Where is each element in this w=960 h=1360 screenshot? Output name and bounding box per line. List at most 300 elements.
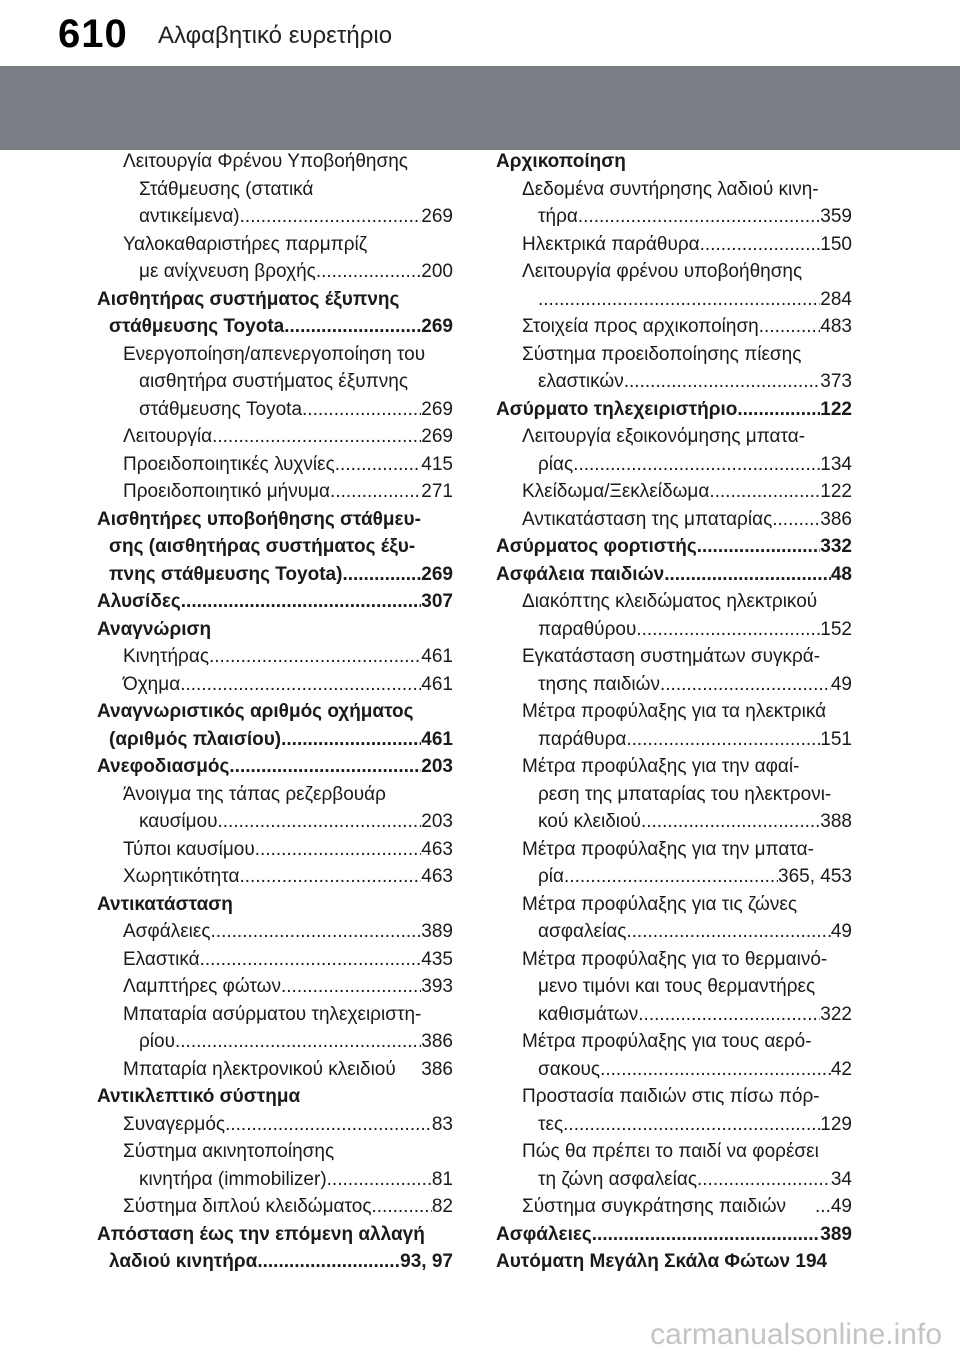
page-ref: 151 [820,728,852,750]
index-entry [496,643,852,698]
dot-leader [180,671,421,699]
index-line [496,698,852,726]
index-line [496,341,852,369]
index-line [97,313,453,341]
index-entry [97,1193,453,1221]
index-line [97,1166,453,1194]
dot-leader [284,313,421,341]
index-entry [496,1193,852,1221]
index-term: Αντικατάσταση [97,893,233,915]
dot-leader [316,258,421,286]
index-line [97,726,453,754]
index-entry [97,148,453,231]
index-line [496,671,852,699]
page-ref: 269 [421,206,453,227]
index-entry [97,753,453,781]
index-entry [97,698,453,753]
index-entry [97,1056,453,1084]
index-entry [496,561,852,589]
index-entry [496,423,852,478]
index-term: στάθμευσης Toyota [139,398,303,420]
index-entry [97,781,453,836]
index-line [97,231,453,259]
index-term: Δεδομένα συντήρησης λαδιού κινη- [522,178,819,200]
index-line [97,396,453,424]
index-entry [496,231,852,259]
index-term: κού κλειδιού [538,811,641,832]
dot-leader [626,918,831,946]
dot-leader [330,478,421,506]
index-entry [496,698,852,753]
dot-leader [573,451,820,479]
index-term: με ανίχνευση βροχής [139,261,316,282]
index-line [496,891,852,919]
index-line [97,176,453,204]
index-line [97,1083,453,1111]
index-entry [496,313,852,341]
index-term: Χωρητικότητα [123,866,240,887]
index-term: ελαστικών [538,371,624,392]
index-term: τη ζώνη ασφαλείας [538,1168,697,1190]
page-ref: 463 [421,838,453,860]
index-entry [496,891,852,946]
page-ref: 389 [820,1223,852,1245]
index-line [496,726,852,754]
index-term: Ασφάλειες [496,1223,592,1245]
index-term: Αλυσίδες [97,591,181,612]
page-ref: 365, 453 [778,866,852,887]
index-entry [97,341,453,424]
index-entry [496,533,852,561]
index-term: Πώς θα πρέπει το παιδί να φορέσει [522,1141,819,1162]
dot-leader [759,313,821,341]
index-term: Αισθητήρας συστήματος έξυπνης [97,288,400,310]
page-ref: 483 [820,316,852,337]
index-entry [496,753,852,836]
index-line [97,1001,453,1029]
index-term: καθισμάτων [538,1003,639,1025]
dot-leader [641,808,820,836]
index-term: (αριθμός πλαισίου) [109,728,282,750]
index-term: ρίας [538,453,574,475]
index-term: Αρχικοποίηση [496,151,626,172]
page-ref: 49 [830,673,852,695]
dot-leader [229,753,421,781]
index-term: Λειτουργία φρένου υποβοήθησης [522,261,803,282]
index-line [496,451,852,479]
index-line [97,671,453,699]
dot-leader [660,671,831,699]
page-ref: 359 [820,206,852,227]
index-term: Σύστημα προειδοποίησης πίεσης [522,343,802,365]
dot-leader [563,1111,820,1139]
dot-leader [212,423,421,451]
index-term: Ασφάλειες [123,921,211,942]
dot-leader [697,533,821,561]
dot-leader [335,451,422,479]
page-ref: 134 [820,453,852,475]
index-entry [97,286,453,341]
index-term: Άνοιγμα της τάπας ρεζερβουάρ [123,783,386,805]
index-line [97,973,453,1001]
index-term: ασφαλείας [538,921,627,942]
index-entry [496,946,852,1029]
index-entry [496,588,852,643]
page-ref: 48 [830,563,852,585]
index-term: Προειδοποιητικές λυχνίες [123,453,335,475]
page-ref: 386 [820,508,852,530]
index-line [496,176,852,204]
page-ref: 129 [820,1113,852,1135]
index-term: Αναγνωριστικός αριθμός οχήματος [97,701,414,722]
index-term: Στοιχεία προς αρχικοποίηση [522,316,759,337]
dot-leader [626,726,820,754]
dot-leader [624,368,821,396]
index-term: Απόσταση έως την επόμενη αλλαγή [97,1223,425,1245]
index-term: Διακόπτης κλειδώματος ηλεκτρικού [522,591,818,612]
index-term: Συναγερμός [123,1113,226,1135]
index-term: Ασύρματο τηλεχειριστήριο [496,398,738,420]
index-term: Σύστημα διπλού κλειδώματος [123,1196,372,1217]
index-line [496,781,852,809]
index-line [496,808,852,836]
index-entry [97,1221,453,1276]
index-line [97,478,453,506]
dot-leader [302,396,421,424]
index-line [97,1193,453,1221]
dot-leader [664,561,831,589]
index-term: σης (αισθητήρας συστήματος έξυ- [109,536,416,557]
index-entry [496,258,852,313]
index-term: Λαμπτήρες φώτων [123,976,281,997]
index-term: Σύστημα ακινητοποίησης [123,1141,335,1162]
index-line [97,918,453,946]
index-term: μενο τιμόνι και τους θερμαντήρες [538,976,816,997]
index-line [496,231,852,259]
index-entry [97,478,453,506]
page-ref: 389 [421,921,453,942]
section-title: Αλφαβητικό ευρετήριο [158,22,393,49]
index-line [496,1166,852,1194]
page-ref: 373 [820,371,852,392]
index-term: Ασύρματος φορτιστής [496,536,697,557]
dot-leader [281,726,421,754]
page-ref: 461 [421,728,453,750]
index-term: Προειδοποιητικό μήνυμα [123,481,331,502]
index-term: Λειτουργία εξοικονόμησης μπατα- [522,426,806,447]
page-ref: 42 [830,1058,852,1080]
page-ref: 393 [421,976,453,997]
dot-leader [342,561,421,589]
page-number: 610 [58,12,128,56]
index-line [97,148,453,176]
index-line [496,946,852,974]
index-line [97,1138,453,1166]
index-line [97,286,453,314]
page-ref: 269 [421,563,453,585]
index-line [97,258,453,286]
index-entry [496,1221,852,1249]
dot-leader [538,286,820,314]
header-band [0,66,960,150]
index-entry [496,1138,852,1193]
index-term: τήρα [538,206,578,227]
page-ref: 93, 97 [400,1251,453,1272]
dot-leader [281,973,421,1001]
index-term: Κλείδωμα/Ξεκλείδωμα [522,481,710,502]
index-term: Μέτρα προφύλαξης για τις ζώνες [522,893,797,915]
index-term: Όχημα [123,673,181,695]
index-entry [496,148,852,176]
index-term: Ανεφοδιασμός [97,756,230,777]
index-line [496,1083,852,1111]
page-ref: 49 [830,921,852,942]
page-header [0,0,960,70]
page-ref: 435 [421,948,453,970]
index-entry [496,836,852,891]
index-term: Στάθμευσης (στατικά [139,178,314,200]
index-entry [496,176,852,231]
index-entry [496,396,852,424]
page-ref: 81 [431,1168,453,1190]
index-line [97,781,453,809]
page-ref: 284 [820,288,852,310]
page-ref: 34 [830,1168,852,1190]
dot-leader [239,863,421,891]
index-entry [97,643,453,671]
page-ref: 386 [421,1058,453,1080]
index-line [97,891,453,919]
dot-leader [209,643,421,671]
index-term: καυσίμου [139,811,218,832]
index-term: λαδιού κινητήρα [109,1251,258,1272]
index-line [97,561,453,589]
dot-leader [257,1248,400,1276]
dot-leader [181,588,422,616]
index-term: Λειτουργία [123,426,213,447]
page-ref: 152 [820,618,852,640]
index-line [496,836,852,864]
dot-leader [255,836,422,864]
index-term: Τύποι καυσίμου [123,838,255,860]
page-ref: 269 [421,316,453,337]
index-line [496,203,852,231]
index-entry [97,1111,453,1139]
page-ref: ...49 [815,1196,852,1217]
index-entry [97,671,453,699]
page-ref: 200 [421,261,453,282]
index-line [97,753,453,781]
index-line [496,396,852,424]
index-line [97,1111,453,1139]
page-ref: 269 [421,426,453,447]
index-term: Λειτουργία Φρένου Υποβοήθησης [123,151,408,172]
page-ref: 150 [820,233,852,255]
index-line [496,561,852,589]
dot-leader [225,1111,432,1139]
page-ref: 203 [421,756,453,777]
dot-leader [578,203,820,231]
index-line [97,836,453,864]
page-ref: 463 [421,866,453,887]
index-line [97,1028,453,1056]
index-term: Αντικατάσταση της μπαταρίας [522,508,773,530]
page-ref: 122 [820,398,852,420]
index-term: Ηλεκτρικά παράθυρα [522,233,700,255]
index-term: Μέτρα προφύλαξης για την αφαί- [522,756,800,777]
page-ref: 388 [820,811,852,832]
dot-leader [240,203,422,231]
index-line [496,148,852,176]
dot-leader [211,918,422,946]
index-entry [97,863,453,891]
index-line [97,808,453,836]
index-line [97,863,453,891]
index-entry [496,478,852,506]
index-term: πνης στάθμευσης Toyota) [109,563,343,585]
dot-leader [592,1221,821,1249]
index-line [496,368,852,396]
dot-leader [175,1028,421,1056]
index-term: Εγκατάσταση συστημάτων συγκρά- [522,646,821,667]
dot-leader [564,863,778,891]
index-term: παράθυρα [538,728,627,750]
index-column-right [496,148,852,1276]
index-line [97,698,453,726]
dot-leader [200,946,422,974]
index-entry [97,1083,453,1111]
page-ref: 307 [421,591,453,612]
index-entry [97,946,453,974]
page-ref: 271 [421,481,453,502]
page-ref: 122 [820,481,852,502]
page-ref: 83 [431,1113,453,1135]
watermark: carmanualsonline.info [650,1318,942,1351]
index-line [97,203,453,231]
dot-leader [636,616,820,644]
index-line [496,973,852,1001]
index-line [97,1248,453,1276]
index-term: ρεση της μπαταρίας του ηλεκτρονι- [538,783,832,805]
index-entry [97,891,453,919]
index-line [496,588,852,616]
index-line [97,643,453,671]
index-term: Κινητήρας [123,646,209,667]
index-term: τες [538,1113,564,1135]
index-term: τησης παιδιών [538,673,660,695]
page-ref: 203 [421,811,453,832]
index-line [496,533,852,561]
index-term: Μέτρα προφύλαξης για τα ηλεκτρικά [522,701,827,722]
index-line [496,478,852,506]
index-column-left [97,148,453,1276]
index-entry [97,588,453,616]
index-line [496,753,852,781]
index-line [97,946,453,974]
index-term: Ενεργοποίηση/απενεργοποίηση του [123,343,426,365]
index-entry [496,1083,852,1138]
index-line [496,1248,852,1276]
index-line [496,918,852,946]
index-line [97,341,453,369]
index-entry [97,836,453,864]
index-entry [97,231,453,286]
index-term: Ελαστικά [123,948,200,970]
index-line [496,616,852,644]
index-line [496,863,852,891]
index-term: κινητήρα (immobilizer) [139,1168,327,1190]
index-line [496,286,852,314]
index-line [496,506,852,534]
index-term: αισθητήρα συστήματος έξυπνης [139,371,408,392]
index-term: Μέτρα προφύλαξης για την μπατα- [522,838,814,860]
index-term: σακους [538,1058,601,1080]
index-term: Προστασία παιδιών στις πίσω πόρ- [522,1086,820,1107]
page-ref: 322 [820,1003,852,1025]
page-ref: 461 [421,673,453,695]
page-ref: 82 [431,1196,453,1217]
index-term: Ασφάλεια παιδιών [496,563,665,585]
index-line [496,1138,852,1166]
index-entry [496,506,852,534]
index-entry [97,506,453,589]
index-line [496,1221,852,1249]
index-line [97,588,453,616]
index-entry [97,1001,453,1056]
dot-leader [600,1056,831,1084]
index-entry [97,423,453,451]
index-entry [97,616,453,644]
page-ref: 332 [820,536,852,557]
index-line [496,423,852,451]
index-line [97,451,453,479]
dot-leader [709,478,820,506]
index-term: Σύστημα συγκράτησης παιδιών [522,1196,787,1217]
index-term: ρία [538,866,565,887]
index-term: Αυτόματη Μεγάλη Σκάλα Φώτων 194 [496,1251,828,1272]
index-line [97,1221,453,1249]
index-term: παραθύρου [538,618,637,640]
index-entry [97,918,453,946]
index-term: Μέτρα προφύλαξης για τους αερό- [522,1031,812,1052]
index-line [496,643,852,671]
index-term: Αντικλεπτικό σύστημα [97,1086,301,1107]
index-line [496,1001,852,1029]
index-entry [496,1028,852,1083]
index-entry [496,1248,852,1276]
dot-leader [218,808,422,836]
index-line [97,423,453,451]
index-term: Αναγνώριση [97,618,212,640]
index-term: Μπαταρία ηλεκτρονικού κλειδιού [123,1058,396,1080]
page-ref: 461 [421,646,453,667]
dot-leader [772,506,820,534]
index-line [496,313,852,341]
dot-leader [638,1001,820,1029]
index-line [97,1056,453,1084]
index-term: Υαλοκαθαριστήρες παρμπρίζ [123,233,368,255]
page-ref: 386 [421,1031,453,1052]
index-line [496,1028,852,1056]
index-term: Μπαταρία ασύρματου τηλεχειριστη- [123,1003,422,1025]
index-term: Μέτρα προφύλαξης για το θερμαινό- [522,948,828,970]
dot-leader [697,1166,831,1194]
index-line [496,1056,852,1084]
index-line [97,368,453,396]
index-entry [97,1138,453,1193]
index-term: στάθμευσης Toyota [109,316,285,337]
index-line [496,1193,852,1221]
